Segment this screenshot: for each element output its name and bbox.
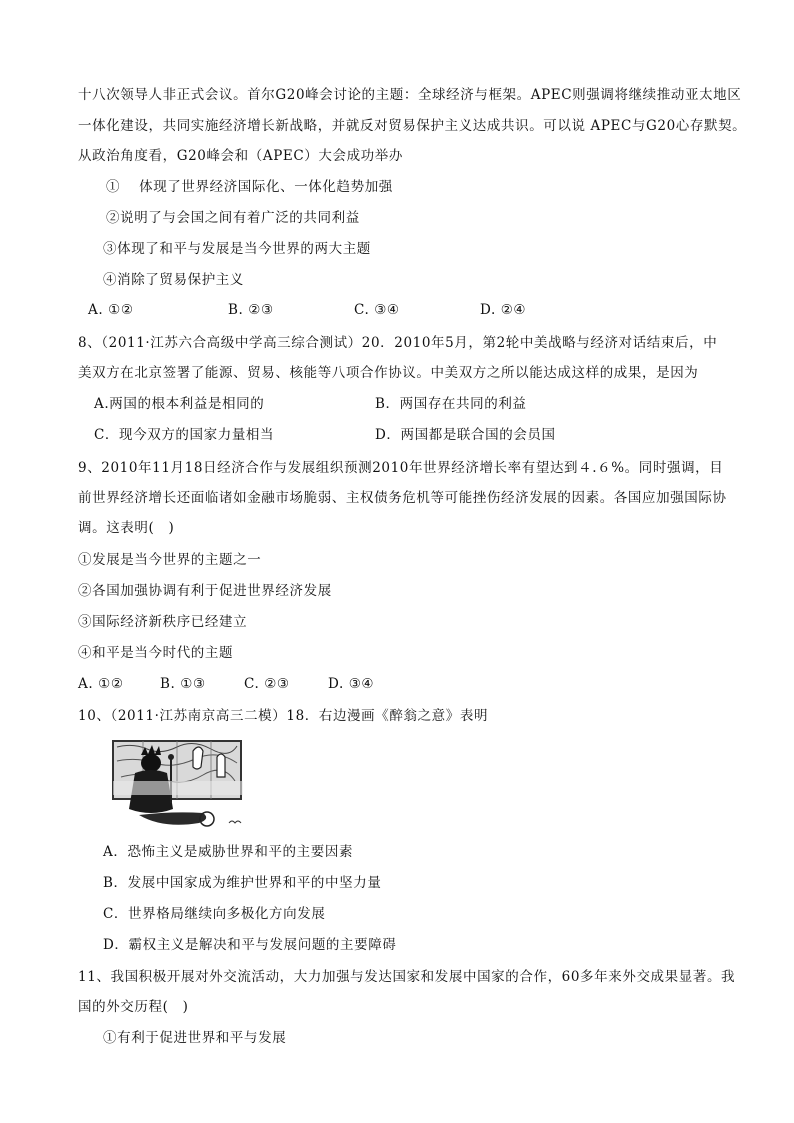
q11-line-1: 11、我国积极开展对外交流活动，大力加强与发达国家和发展中国家的合作，60多年来外交成果显著。我	[78, 969, 736, 985]
q7-option-a[interactable]: A. ①②	[88, 302, 134, 318]
q7-item-2: ②说明了与会国之间有着广泛的共同利益	[106, 210, 360, 226]
q9-option-b[interactable]: B. ①③	[160, 676, 206, 692]
q7-option-c[interactable]: C. ③④	[354, 302, 400, 318]
q8-option-d[interactable]: D．两国都是联合国的会员国	[375, 427, 556, 443]
q10-line-1: 10、（2011·江苏南京高三二模）18．右边漫画《醉翁之意》表明	[78, 708, 489, 724]
q7-line-1: 十八次领导人非正式会议。首尔G20峰会讨论的主题：全球经济与框架。APEC则强调将继续推动亚太地区	[78, 87, 742, 103]
q9-item-3: ③国际经济新秩序已经建立	[78, 614, 248, 630]
q11-line-2: 国的外交历程( )	[78, 999, 189, 1015]
q11-item-1: ①有利于促进世界和平与发展	[103, 1030, 287, 1046]
q9-line-1: 9、2010年11月18日经济合作与发展组织预测2010年世界经济增长率有望达到４.６%。同时强调，目	[78, 460, 724, 476]
q8-option-a[interactable]: A.两国的根本利益是相同的	[94, 396, 265, 412]
q7-option-d[interactable]: D. ②④	[480, 302, 527, 318]
q7-option-b[interactable]: B. ②③	[228, 302, 274, 318]
q10-option-d[interactable]: D．霸权主义是解决和平与发展问题的主要障碍	[103, 937, 397, 953]
q9-option-a[interactable]: A. ①②	[78, 676, 124, 692]
q7-item-3: ③体现了和平与发展是当今世界的两大主题	[103, 241, 371, 257]
q8-option-b[interactable]: B．两国存在共同的利益	[375, 396, 527, 412]
q9-item-2: ②各国加强协调有利于促进世界经济发展	[78, 583, 332, 599]
q9-line-2: 前世界经济增长还面临诸如金融市场脆弱、主权债务危机等可能挫伤经济发展的因素。各国应加强国际协	[78, 490, 727, 506]
q9-line-3: 调。这表明( )	[78, 520, 175, 536]
q7-item-1: ① 体现了世界经济国际化、一体化趋势加强	[106, 179, 393, 195]
q10-option-c[interactable]: C．世界格局继续向多极化方向发展	[103, 906, 326, 922]
q7-line-2: 一体化建设，共同实施经济增长新战略，并就反对贸易保护主义达成共识。可以说 APEC与G20心存默契。	[78, 118, 747, 134]
cartoon-image	[103, 737, 253, 829]
q9-item-4: ④和平是当今时代的主题	[78, 645, 234, 661]
q8-line-2: 美双方在北京签署了能源、贸易、核能等八项合作协议。中美双方之所以能达成这样的成果，是因为	[78, 365, 699, 381]
q7-line-3: 从政治角度看，G20峰会和（APEC）大会成功举办	[78, 148, 403, 164]
q9-item-1: ①发展是当今世界的主题之一	[78, 552, 262, 568]
q9-option-c[interactable]: C. ②③	[244, 676, 290, 692]
q8-line-1: 8、（2011·江苏六合高级中学高三综合测试）20．2010年5月，第2轮中美战略与经济对话结束后，中	[78, 335, 718, 351]
q7-item-4: ④消除了贸易保护主义	[103, 272, 244, 288]
q10-option-a[interactable]: A．恐怖主义是威胁世界和平的主要因素	[103, 844, 354, 860]
q10-option-b[interactable]: B．发展中国家成为维护世界和平的中坚力量	[103, 875, 382, 891]
q9-option-d[interactable]: D. ③④	[328, 676, 375, 692]
q8-option-c[interactable]: C．现今双方的国家力量相当	[94, 427, 275, 443]
